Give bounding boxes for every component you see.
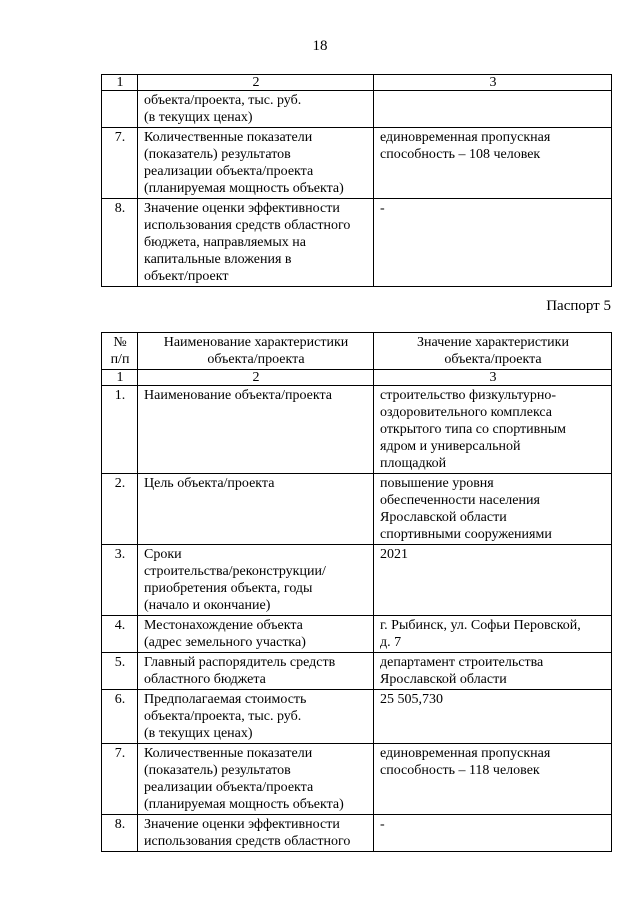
characteristic-value: единовременная пропускная способность – 108 человек [374,128,612,199]
characteristic-name: Количественные показатели (показатель) результатов реализации объекта/проекта (планируемая мощность объекта) [138,744,374,815]
column-index-cell: 2 [138,370,374,386]
continuation-table [101,74,612,287]
table-row [102,690,612,744]
row-number: 8. [102,815,138,852]
table-row [102,128,612,199]
characteristic-name: Наименование объекта/проекта [138,386,374,474]
table-row [102,199,612,287]
column-index-row [102,370,612,386]
column-index-cell: 2 [138,75,374,91]
characteristic-value: - [374,815,612,852]
row-number: 3. [102,545,138,616]
row-number: 2. [102,474,138,545]
row-number: 5. [102,653,138,690]
page-number: 18 [312,38,328,54]
header-value: Значение характеристики объекта/проекта [374,333,612,370]
header-number: № п/п [102,333,138,370]
characteristic-value: 25 505,730 [374,690,612,744]
table-row [102,474,612,545]
table-row [102,616,612,653]
row-number: 7. [102,128,138,199]
characteristic-value: повышение уровня обеспеченности населения Ярославской области спортивными сооружениями [374,474,612,545]
row-number: 7. [102,744,138,815]
characteristic-name: Цель объекта/проекта [138,474,374,545]
characteristic-value: департамент строительства Ярославской области [374,653,612,690]
characteristic-value: единовременная пропускная способность – 118 человек [374,744,612,815]
characteristic-name: Местонахождение объекта (адрес земельного участка) [138,616,374,653]
passport-label: Паспорт 5 [546,298,611,314]
table-row [102,386,612,474]
header-name: Наименование характеристики объекта/проекта [138,333,374,370]
row-number: 6. [102,690,138,744]
characteristic-value: 2021 [374,545,612,616]
row-number: 8. [102,199,138,287]
row-number: 1. [102,386,138,474]
table-row [102,815,612,852]
table-row [102,744,612,815]
column-index-row [102,75,612,91]
column-index-cell: 1 [102,75,138,91]
column-index-cell: 3 [374,370,612,386]
row-number: 4. [102,616,138,653]
characteristic-name: объекта/проекта, тыс. руб. (в текущих ценах) [138,91,374,128]
characteristic-value: г. Рыбинск, ул. Софьи Перовской, д. 7 [374,616,612,653]
column-index-cell: 1 [102,370,138,386]
table-row [102,653,612,690]
characteristic-value: - [374,199,612,287]
characteristic-value [374,91,612,128]
characteristic-name: Предполагаемая стоимость объекта/проекта, тыс. руб. (в текущих ценах) [138,690,374,744]
characteristic-name: Значение оценки эффективности использования средств областного бюджета, направляемых на капитальные вложения в объект/проект [138,199,374,287]
characteristic-name: Сроки строительства/реконструкции/ приобретения объекта, годы (начало и окончание) [138,545,374,616]
characteristic-value: строительство физкультурно- оздоровительного комплекса открытого типа со спортивным ядром и универсальной площадкой [374,386,612,474]
column-index-cell: 3 [374,75,612,91]
header-row [102,333,612,370]
table-row [102,91,612,128]
table-row [102,545,612,616]
passport-table [101,332,612,852]
row-number [102,91,138,128]
characteristic-name: Значение оценки эффективности использования средств областного [138,815,374,852]
characteristic-name: Количественные показатели (показатель) результатов реализации объекта/проекта (планируемая мощность объекта) [138,128,374,199]
characteristic-name: Главный распорядитель средств областного бюджета [138,653,374,690]
